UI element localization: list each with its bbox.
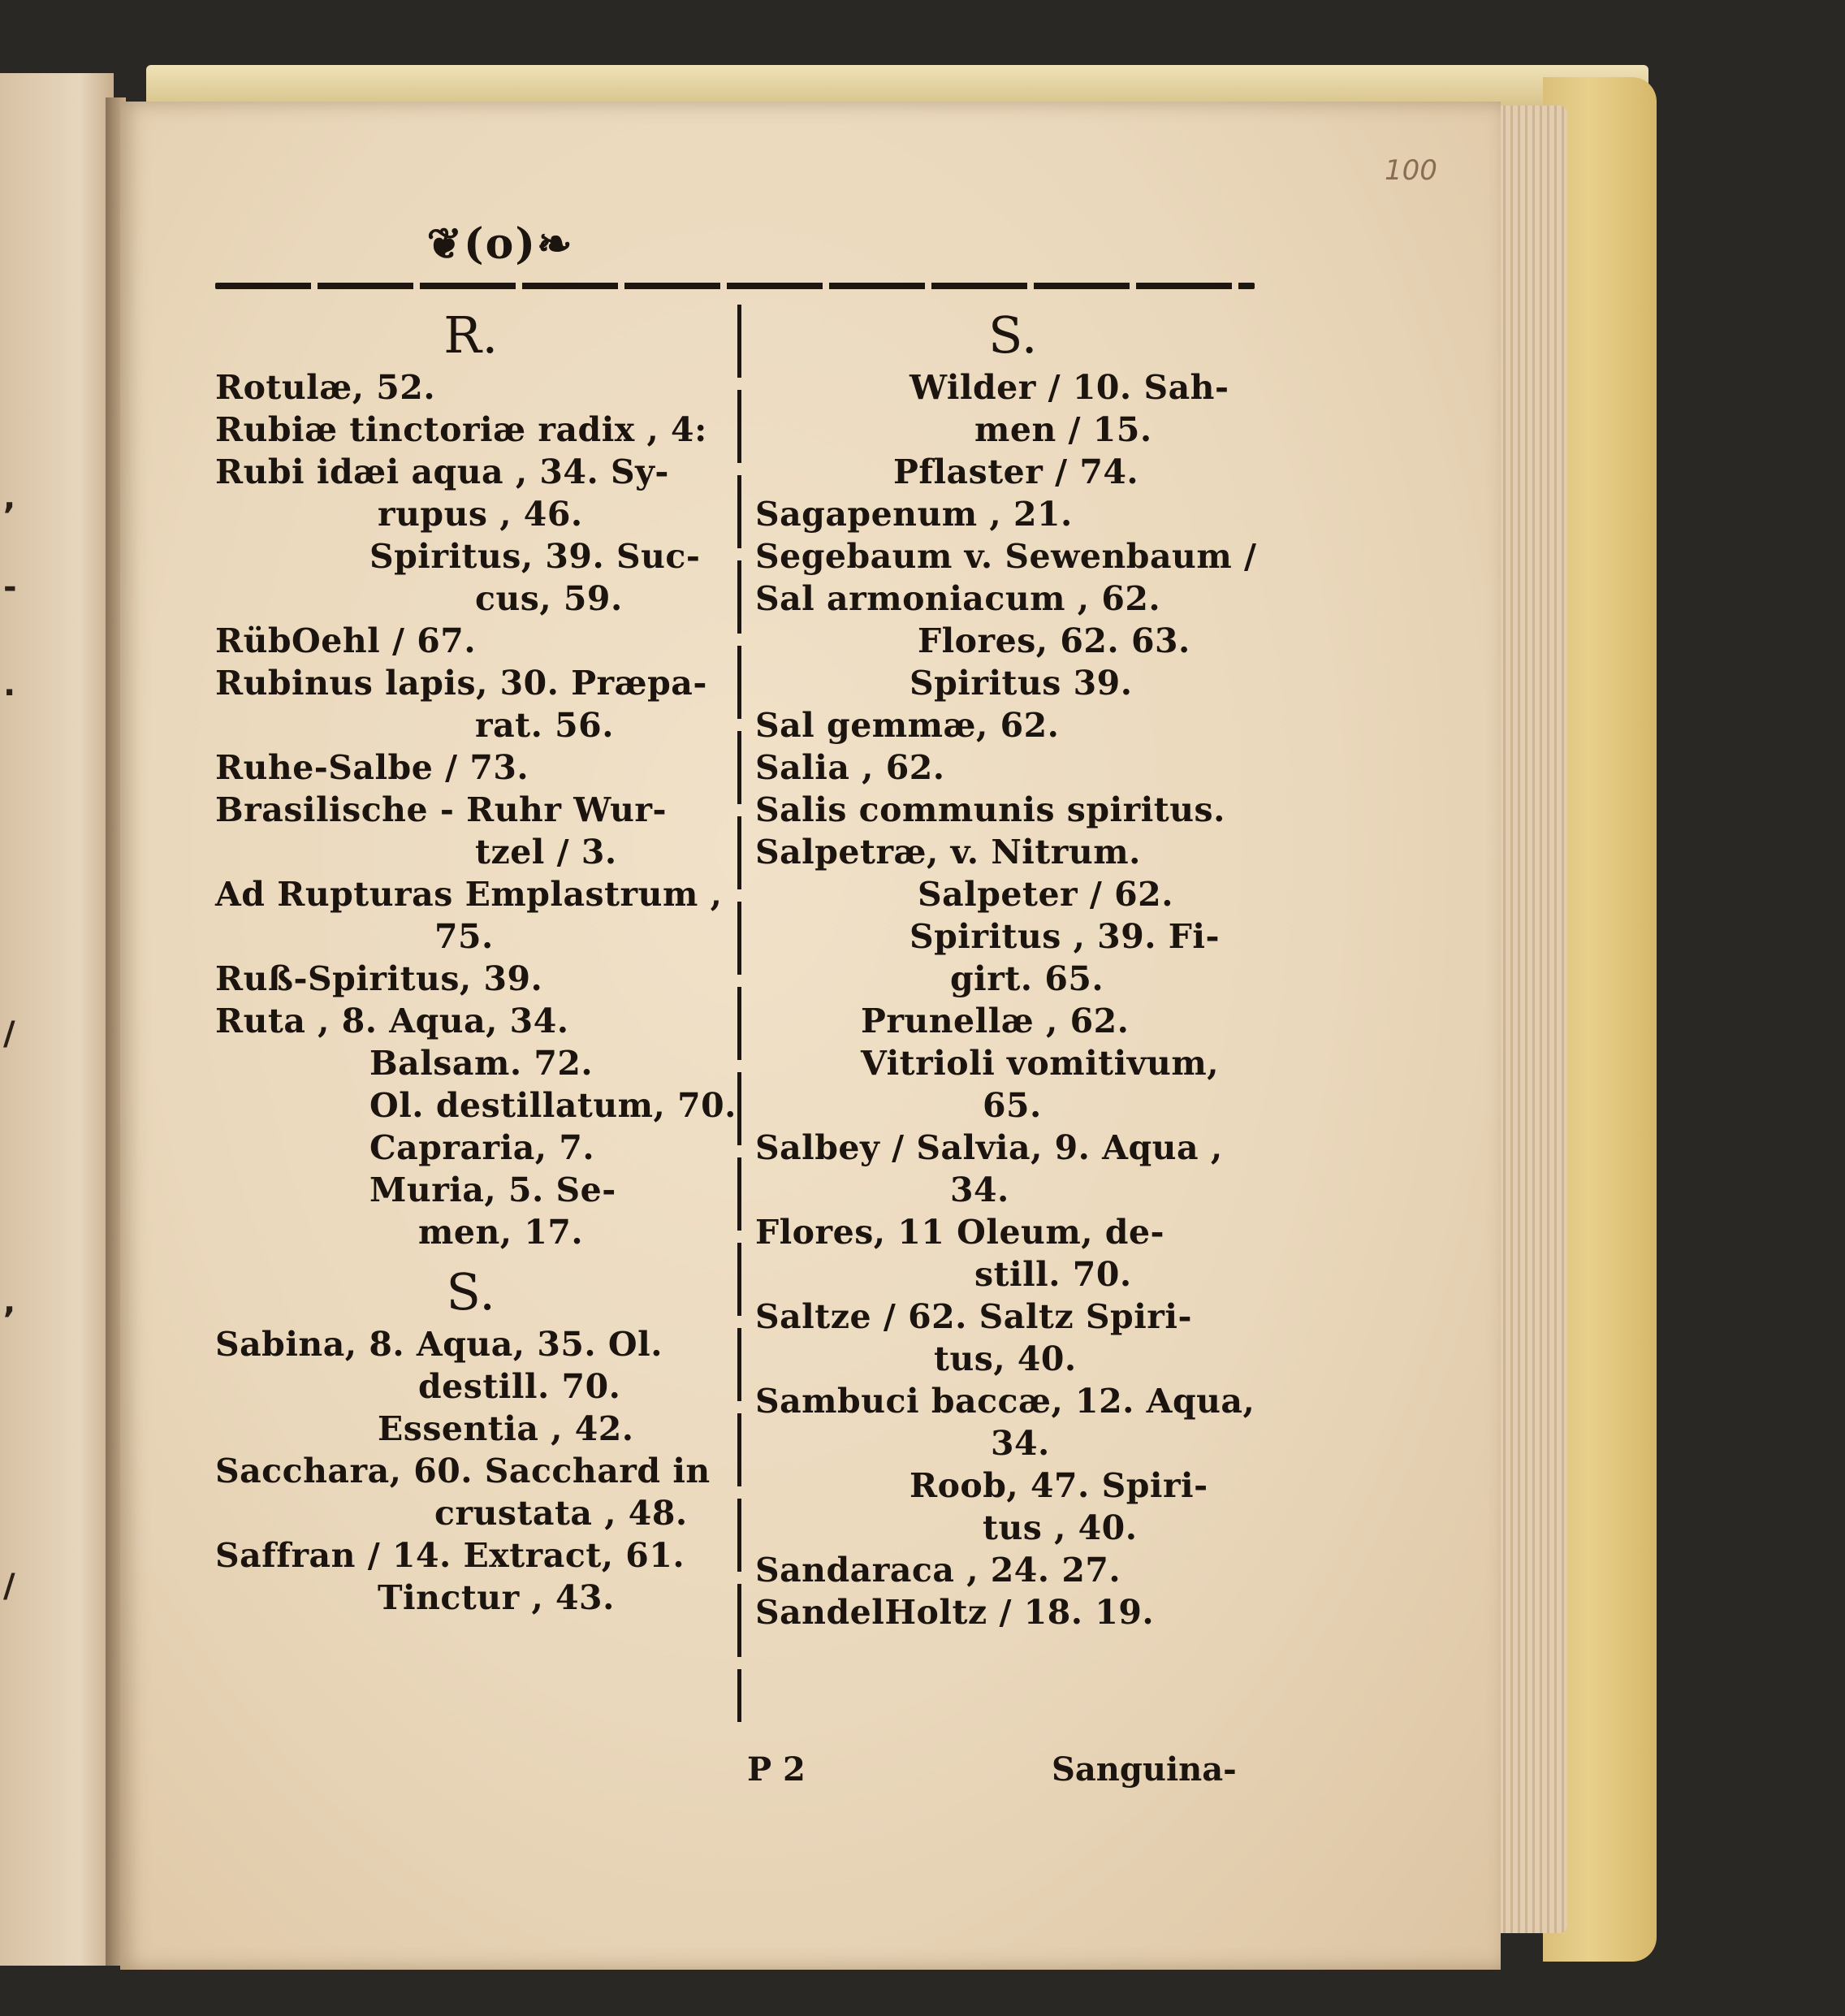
index-entry: Sabina, 8. Aqua, 35. Ol. [215,1325,663,1364]
index-entry: Salbey / Salvia, 9. Aqua , [755,1128,1223,1167]
index-entry: destill. 70. [418,1367,621,1406]
index-entry: Sandaraca , 24. 27. [755,1551,1121,1590]
index-entry: Balsam. 72. [369,1044,594,1083]
index-column-right [755,305,1271,1633]
index-entry: Flores, 11 Oleum, de- [755,1213,1165,1252]
signature-mark: P 2 [747,1750,806,1789]
index-entry: Pflaster / 74. [893,452,1139,491]
index-entry: men, 17. [418,1213,584,1252]
folio-number: 100 [1385,154,1437,187]
index-entry: Segebaum v. Sewenbaum / [755,537,1257,576]
index-entry: Tinctur , 43. [378,1578,615,1617]
index-entry: crustata , 48. [434,1494,688,1533]
column-divider [737,305,741,1722]
index-entry: cus, 59. [475,579,623,618]
section-letter: R. [443,305,499,365]
running-head: ❦(o)❧ [426,219,574,269]
index-entry: Rubi idæi aqua , 34. Sy- [215,452,669,491]
index-entry: Muria, 5. Se- [369,1170,616,1209]
index-entry: Roob, 47. Spiri- [910,1466,1208,1505]
header-rule [215,283,1255,289]
index-entry: Sagapenum , 21. [755,495,1073,534]
index-entry: Spiritus 39. [910,664,1133,703]
index-entry: Rubinus lapis, 30. Præpa- [215,664,707,703]
index-entry: 75. [434,917,494,956]
index-entry: Flores, 62. 63. [918,621,1190,660]
catchword: Sanguina- [1052,1750,1237,1789]
index-entry: 34. [991,1424,1050,1463]
index-entry: Sacchara, 60. Sacchard in [215,1451,711,1490]
index-entry: Spiritus , 39. Fi- [910,917,1220,956]
section-letter: S. [446,1262,496,1322]
index-entry: rat. 56. [475,706,614,745]
index-entry: Salpeter / 62. [918,875,1173,914]
index-entry: Saffran / 14. Extract, 61. [215,1536,685,1575]
index-entry: Prunellæ , 62. [861,1002,1130,1040]
index-entry: RübOehl / 67. [215,621,477,660]
index-entry: Ruta , 8. Aqua, 34. [215,1002,569,1040]
index-entry: Salia , 62. [755,748,945,787]
index-entry: 34. [950,1170,1009,1209]
index-column-left [215,305,737,1619]
index-entry: still. 70. [974,1255,1132,1294]
index-entry: Ol. destillatum, 70. [369,1086,737,1125]
index-entry: Brasilische - Ruhr Wur- [215,790,668,829]
index-entry: rupus , 46. [378,495,583,534]
index-entry: girt. 65. [950,959,1104,998]
index-entry: Salpetræ, v. Nitrum. [755,833,1141,872]
index-entry: tus, 40. [934,1339,1077,1378]
index-entry: tzel / 3. [475,833,617,872]
index-entry: Ad Rupturas Emplastrum , [215,875,723,914]
index-entry: Rotulæ, 52. [215,368,436,407]
index-entry: Saltze / 62. Saltz Spiri- [755,1297,1192,1336]
index-entry: Rubiæ tinctoriæ radix , 4: [215,410,707,449]
index-entry: SandelHoltz / 18. 19. [755,1593,1155,1632]
index-entry: 65. [983,1086,1042,1125]
index-entry: Sal armoniacum , 62. [755,579,1161,618]
index-entry: Ruhe-Salbe / 73. [215,748,529,787]
index-entry: Salis communis spiritus. [755,790,1225,829]
index-entry: Sambuci baccæ, 12. Aqua, [755,1382,1255,1421]
binding-top [146,65,1648,106]
index-entry: Spiritus, 39. Suc- [369,537,701,576]
index-entry: tus , 40. [983,1508,1138,1547]
facing-page-edge [0,73,114,1966]
index-entry: Wilder / 10. Sah- [910,368,1229,407]
index-entry: men / 15. [974,410,1152,449]
index-entry: Sal gemmæ, 62. [755,706,1060,745]
section-letter: S. [988,305,1038,365]
page-footer [747,1750,1237,1793]
index-entry: Capraria, 7. [369,1128,595,1167]
index-entry: Vitrioli vomitivum, [861,1044,1219,1083]
index-entry: Ruß-Spiritus, 39. [215,959,543,998]
index-entry: Essentia , 42. [378,1409,634,1448]
